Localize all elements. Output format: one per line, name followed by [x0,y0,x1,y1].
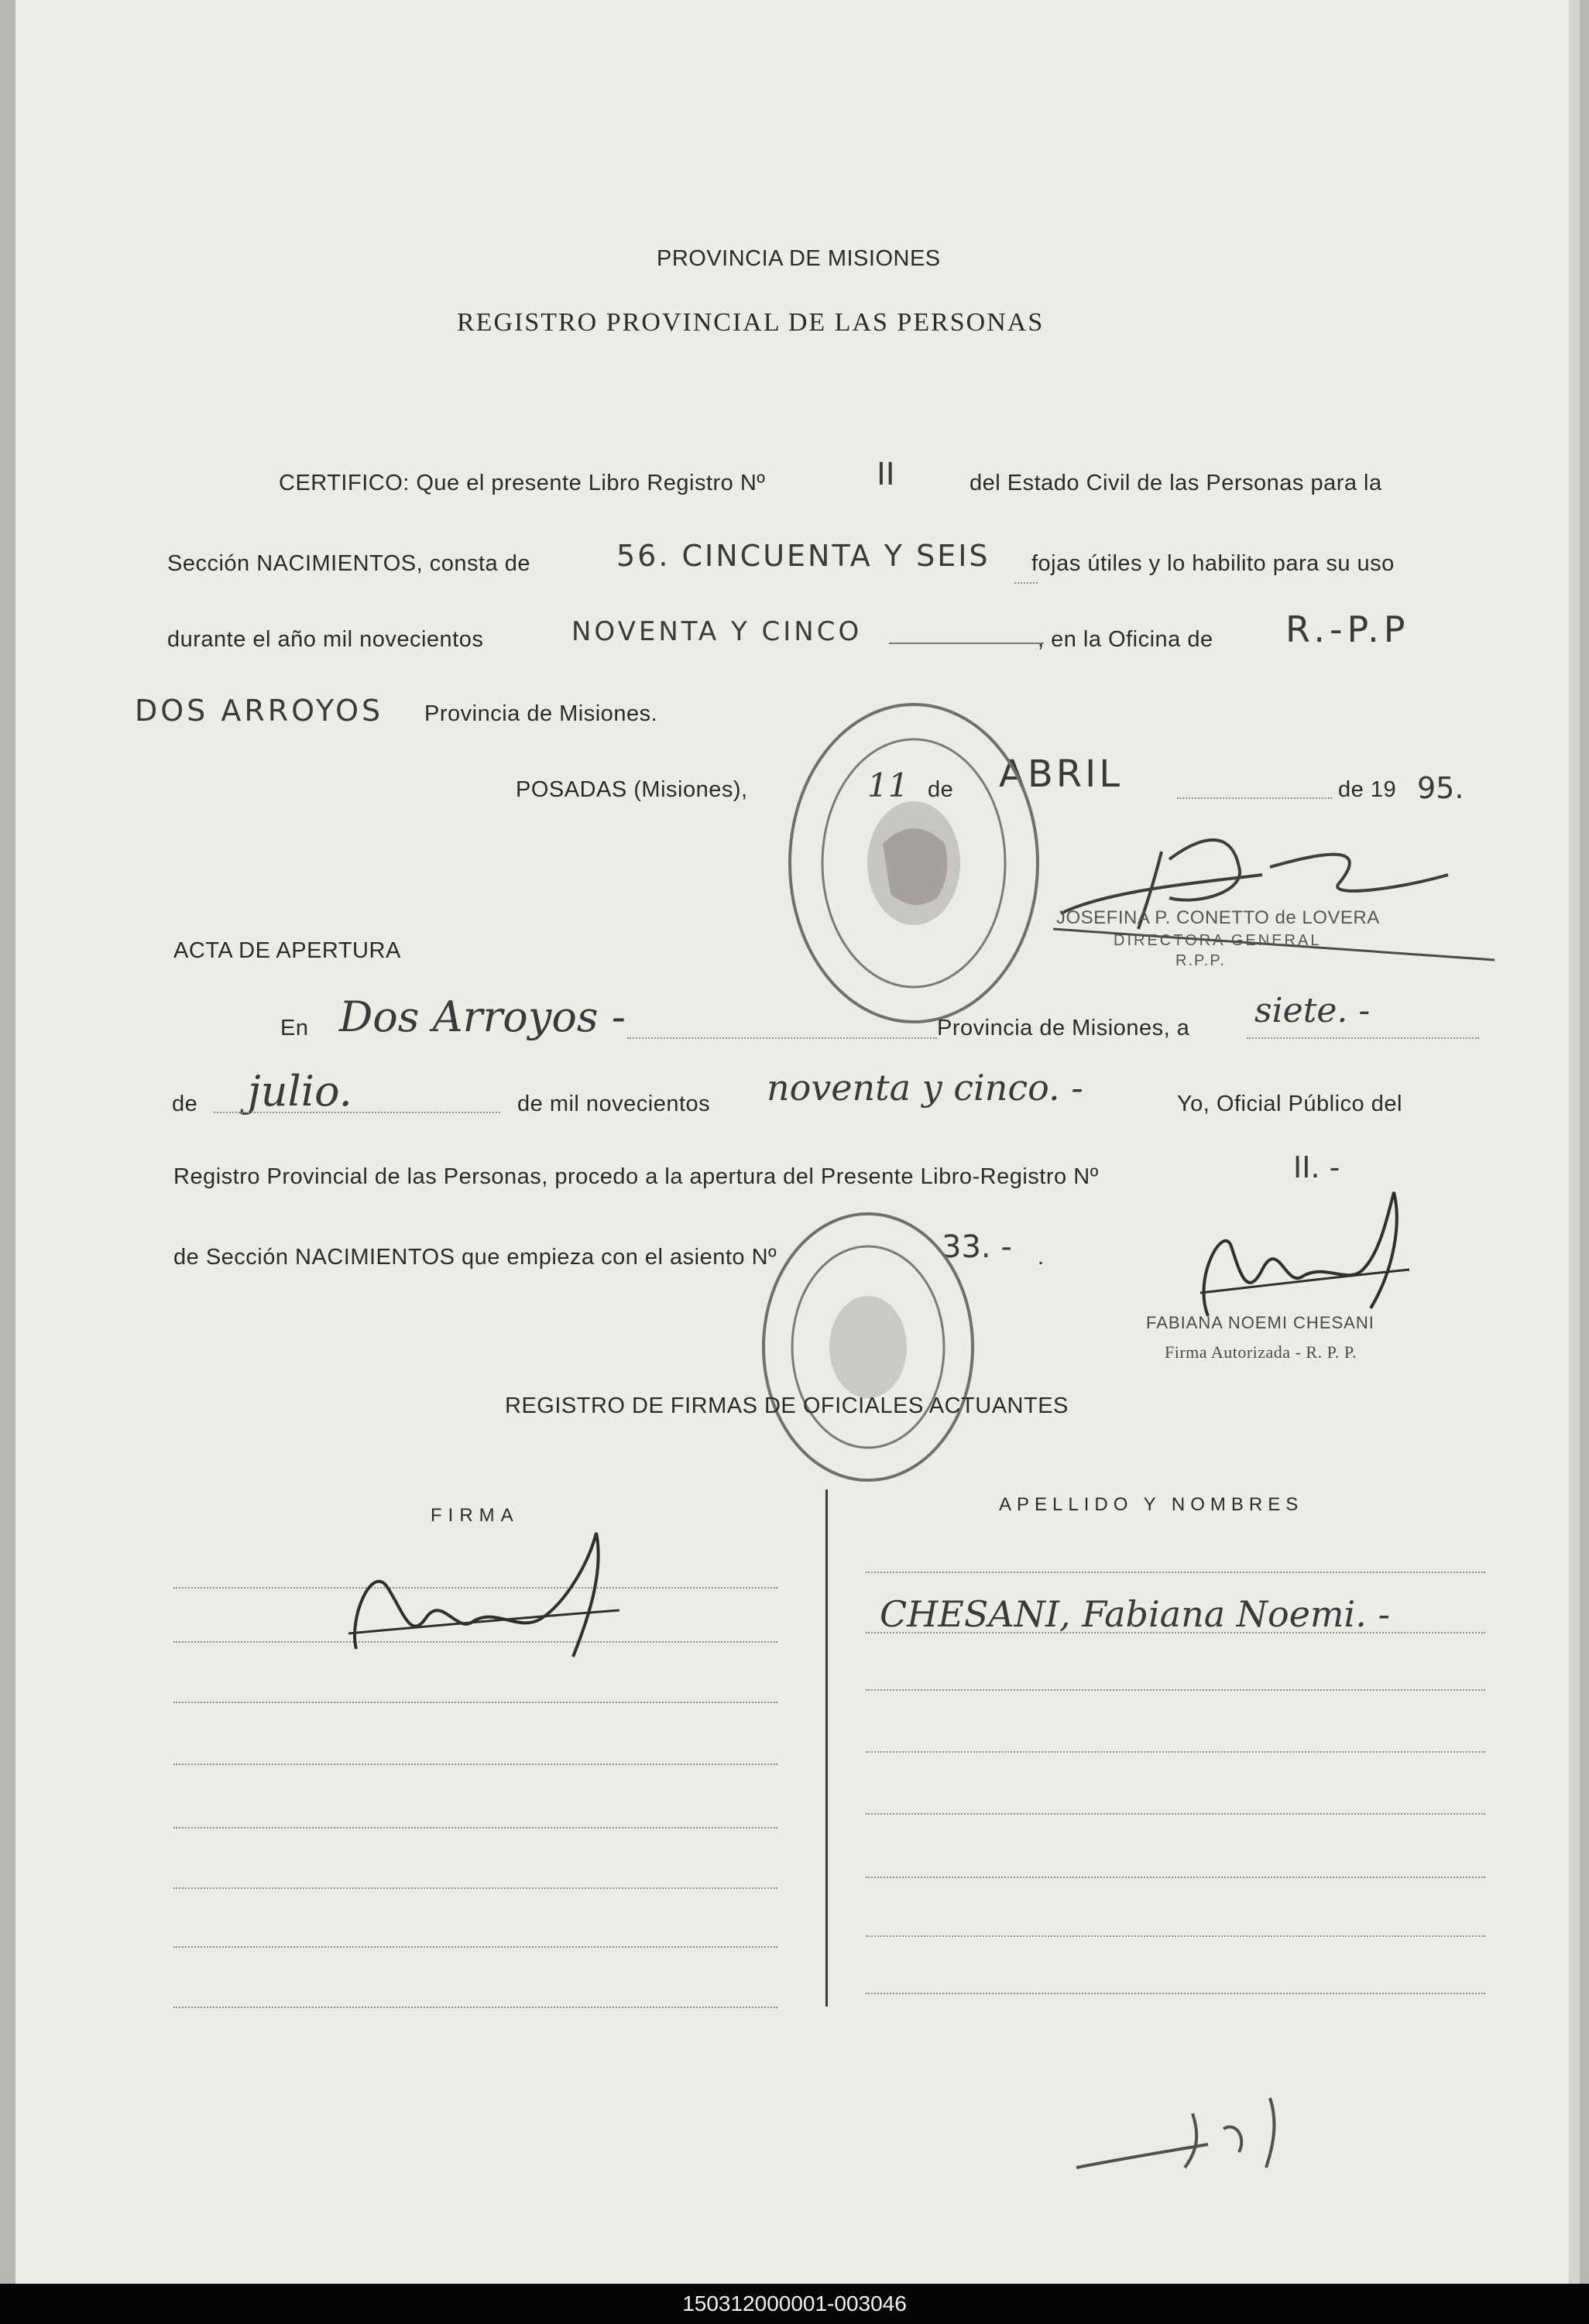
fojas-handwritten: 56. CINCUENTA Y SEIS [616,539,990,573]
cert-line1-b: del Estado Civil de las Personas para la [970,471,1382,495]
entry-nombre-handwritten: CHESANI, Fabiana Noemi. - [880,1593,1391,1635]
acta-line4: de Sección NACIMIENTOS que empieza con el asiento Nº [173,1245,777,1270]
anio-handwritten: NOVENTA Y CINCO [571,616,863,647]
cert-line3-a: durante el año mil novecientos [167,627,484,652]
mes-handwritten: ABRIL [999,752,1124,796]
margin-scribble [1069,2090,1316,2183]
dotted-line [889,643,1044,644]
col-firma-header: FIRMA [431,1505,520,1526]
dotted-line [214,1112,500,1113]
nombre-row-line [866,1877,1485,1878]
firma-row-line [173,1827,777,1829]
nombre-row-line [866,1935,1485,1937]
cert-line1-a: CERTIFICO: Que el presente Libro Registro Nº [279,471,766,495]
de-label: de [928,777,954,802]
firmas-title: REGISTRO DE FIRMAS DE OFICIALES ACTUANTES [505,1393,1069,1418]
dia-handwritten: 11 [867,766,909,804]
firma-row-line [173,1887,777,1889]
nombre-row-line [866,1572,1485,1573]
anio-label: de 19 [1338,777,1397,802]
nombre-row-line [866,1813,1485,1815]
cert-line4-b: Provincia de Misiones. [424,701,658,726]
official-name: FABIANA NOEMI CHESANI [1146,1313,1375,1332]
official-title: Firma Autorizada - R. P. P. [1165,1342,1357,1362]
nombre-row-line [866,1993,1485,1994]
cert-line2-a: Sección NACIMIENTOS, consta de [167,551,530,576]
dotted-line [1014,582,1038,584]
dotted-line [1177,797,1332,799]
entry-signature [341,1533,635,1664]
acta-yo-label: Yo, Oficial Público del [1177,1092,1402,1116]
acta-lugar-handwritten: Dos Arroyos - [339,992,626,1041]
acta-prov-label: Provincia de Misiones, a [937,1016,1190,1040]
col-nombres-header: APELLIDO Y NOMBRES [999,1494,1304,1515]
nombre-row-line [866,1689,1485,1691]
dotted-line [1247,1037,1479,1039]
lugar-handwritten: DOS ARROYOS [135,694,384,728]
libro-number-handwritten: II [877,457,895,492]
acta-line4-end: . [1038,1245,1045,1270]
firma-row-line [173,1946,777,1948]
acta-asiento-handwritten: 33. - [942,1229,1012,1265]
dotted-line [627,1037,937,1039]
province-heading: PROVINCIA DE MISIONES [657,246,941,271]
acta-dia-handwritten: siete. - [1254,991,1371,1030]
archive-id-bar [0,2284,1589,2324]
firma-row-line [173,2007,777,2008]
ministry-round-stamp [756,1208,980,1486]
acta-mes-handwritten: julio. [248,1067,352,1116]
document-page [15,0,1580,2284]
registry-round-stamp [782,697,1045,1030]
firma-row-line [173,1702,777,1703]
anio-digits-handwritten: 95. [1417,771,1464,805]
cert-line3-b: , en la Oficina de [1038,627,1213,652]
acta-mil-label: de mil novecientos [517,1092,711,1116]
acta-title: ACTA DE APERTURA [173,938,401,963]
posadas-label: POSADAS (Misiones), [516,777,748,802]
acta-en-label: En [280,1016,309,1040]
column-divider [825,1489,828,2007]
cert-line2-b: fojas útiles y lo habilito para su uso [1031,551,1395,576]
firma-row-line [173,1764,777,1765]
oficina-handwritten: R.-P.P [1285,608,1410,650]
director-name: JOSEFINA P. CONETTO de LOVERA [1056,907,1380,928]
director-title: DIRECTORA GENERAL [1114,932,1322,949]
nombre-row-line [866,1751,1485,1753]
acta-de-label: de [172,1092,198,1116]
acta-libro-handwritten: II. - [1293,1150,1340,1184]
acta-line3: Registro Provincial de las Personas, procedo a la apertura del Presente Libro-Registro Nº [173,1164,1099,1189]
official-signature [1177,1192,1433,1332]
registry-heading: REGISTRO PROVINCIAL DE LAS PERSONAS [457,308,1045,337]
archive-id: 150312000001-003046 [682,2291,907,2315]
acta-anio-handwritten: noventa y cinco. - [767,1067,1083,1109]
page-edge [1569,0,1580,2284]
director-org: R.P.P. [1175,952,1226,969]
